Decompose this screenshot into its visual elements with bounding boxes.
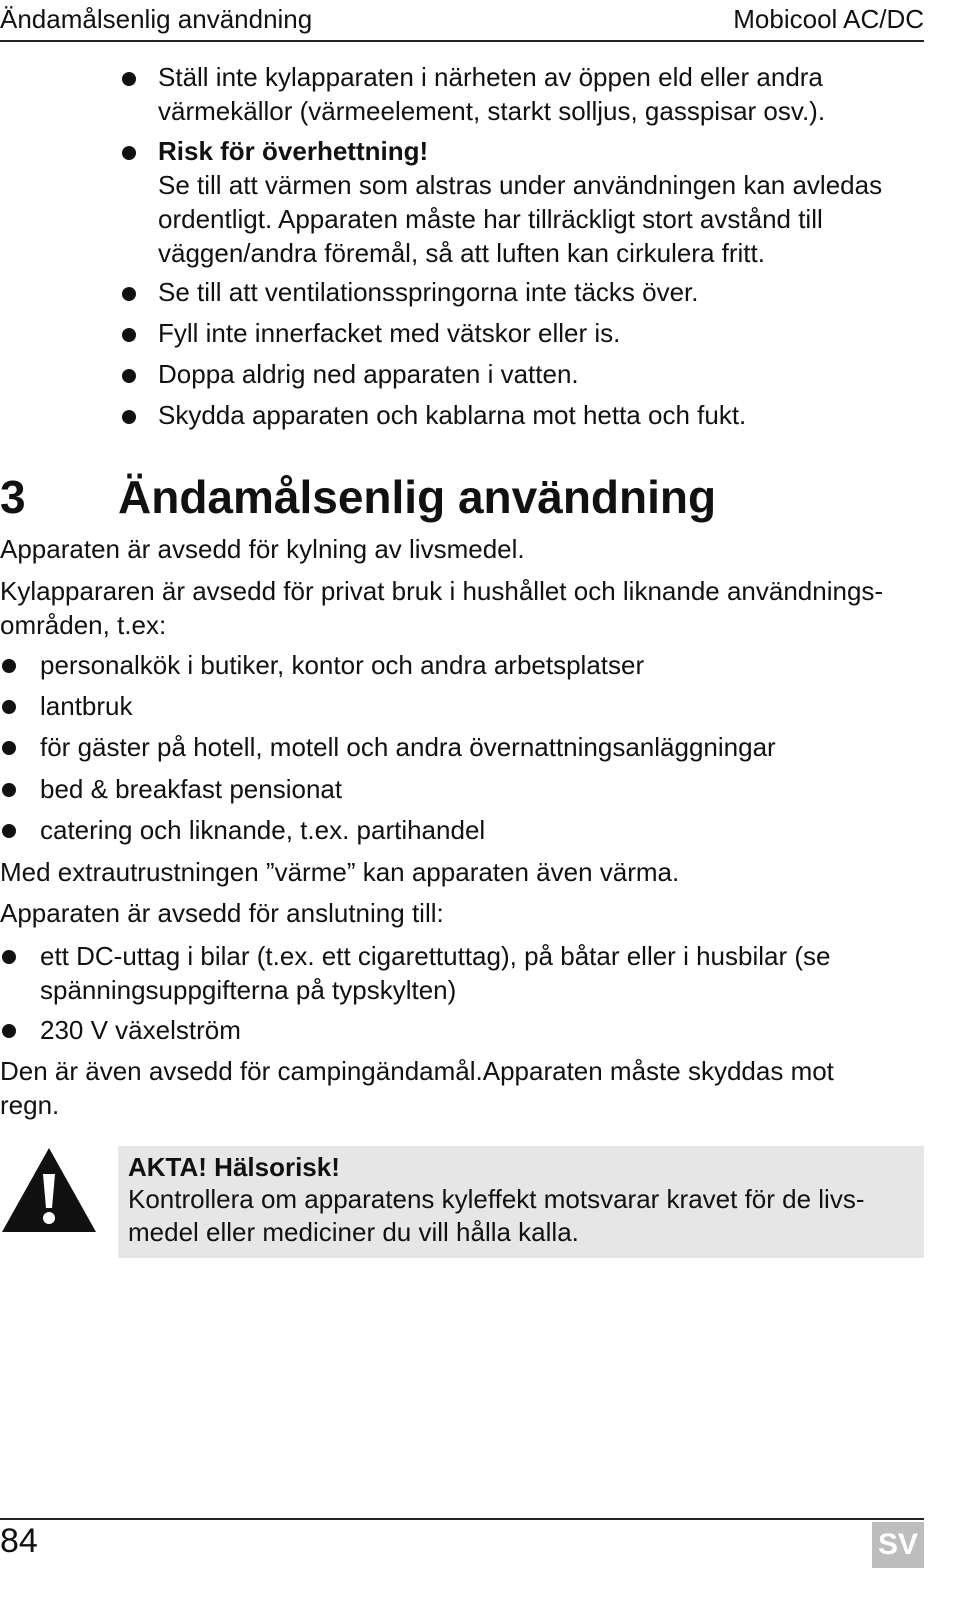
list-item: personalkök i butiker, kontor och andra arbetsplatser [40, 650, 645, 680]
heating-paragraph: Med extrautrustningen ”värme” kan apparaten även värma. [0, 857, 680, 887]
bullet-icon [2, 950, 16, 964]
bullet-icon [2, 824, 16, 838]
bullet-icon [2, 700, 16, 714]
overheat-warning-title: Risk för överhettning! [158, 136, 429, 166]
safety-list [0, 0, 960, 440]
bullet-icon [122, 72, 136, 86]
list-item: Doppa aldrig ned apparaten i vatten. [158, 359, 579, 389]
running-header-product: Mobicool AC/DC [733, 4, 924, 34]
bullet-icon [122, 287, 136, 301]
uses-list [0, 646, 960, 866]
list-item: Risk för överhettning! Se till att värmen som alstras under användningen kan avledas ordentligt. Apparaten måste har tillräckligt stort avstånd till väggen/andra föremål, så att luften kan cirkulera fritt. [158, 134, 928, 270]
bullet-icon [122, 146, 136, 160]
camping-paragraph: Den är även avsedd för campingändamål.Apparaten måste skyddas mot regn. [0, 1056, 834, 1120]
connection-intro: Apparaten är avsedd för anslutning till: [0, 898, 444, 928]
running-header-section: Ändamålsenlig användning [0, 4, 313, 34]
list-item: Se till att ventilationsspringorna inte täcks över. [158, 277, 699, 307]
bullet-icon [2, 1024, 16, 1038]
list-item: Fyll inte innerfacket med vätskor eller is. [158, 318, 621, 348]
section-number: 3 [0, 471, 26, 523]
bullet-icon [2, 783, 16, 797]
bullet-icon [2, 659, 16, 673]
list-item: för gäster på hotell, motell och andra övernattningsanläggningar [40, 732, 776, 762]
warning-text: Kontrollera om apparatens kyleffekt motsvarar kravet för de livs- medel eller mediciner du vill hålla kalla. [128, 1184, 865, 1247]
list-item: ett DC-uttag i bilar (t.ex. ett cigarettuttag), på båtar eller i husbilar (se spänningsuppgifterna på typskylten) [40, 941, 831, 1005]
intended-use-paragraph: Apparaten är avsedd för kylning av livsmedel. [0, 534, 525, 564]
list-item: Skydda apparaten och kablarna mot hetta och fukt. [158, 400, 747, 430]
bullet-icon [122, 410, 136, 424]
list-item: 230 V växelström [40, 1015, 241, 1045]
list-item: bed & breakfast pensionat [40, 774, 343, 804]
list-item: Ställ inte kylapparaten i närheten av öppen eld eller andra värmekällor (värmeelement, starkt solljus, gasspisar osv.). [158, 62, 826, 126]
list-item: catering och liknande, t.ex. partihandel [40, 815, 486, 845]
list-item: lantbruk [40, 691, 133, 721]
footer-divider [0, 1518, 924, 1520]
bullet-icon [122, 328, 136, 342]
language-badge: SV [872, 1522, 924, 1568]
private-use-paragraph: Kylappararen är avsedd för privat bruk i hushållet och liknande användnings- områden, t.ex: [0, 576, 884, 640]
bullet-icon [2, 741, 16, 755]
bullet-icon [122, 369, 136, 383]
section-title: Ändamålsenlig användning [118, 471, 717, 523]
warning-triangle-icon [0, 1146, 98, 1234]
connections-list [0, 937, 960, 1057]
warning-title: AKTA! Hälsorisk! [128, 1152, 340, 1182]
page-number: 84 [0, 1522, 38, 1560]
